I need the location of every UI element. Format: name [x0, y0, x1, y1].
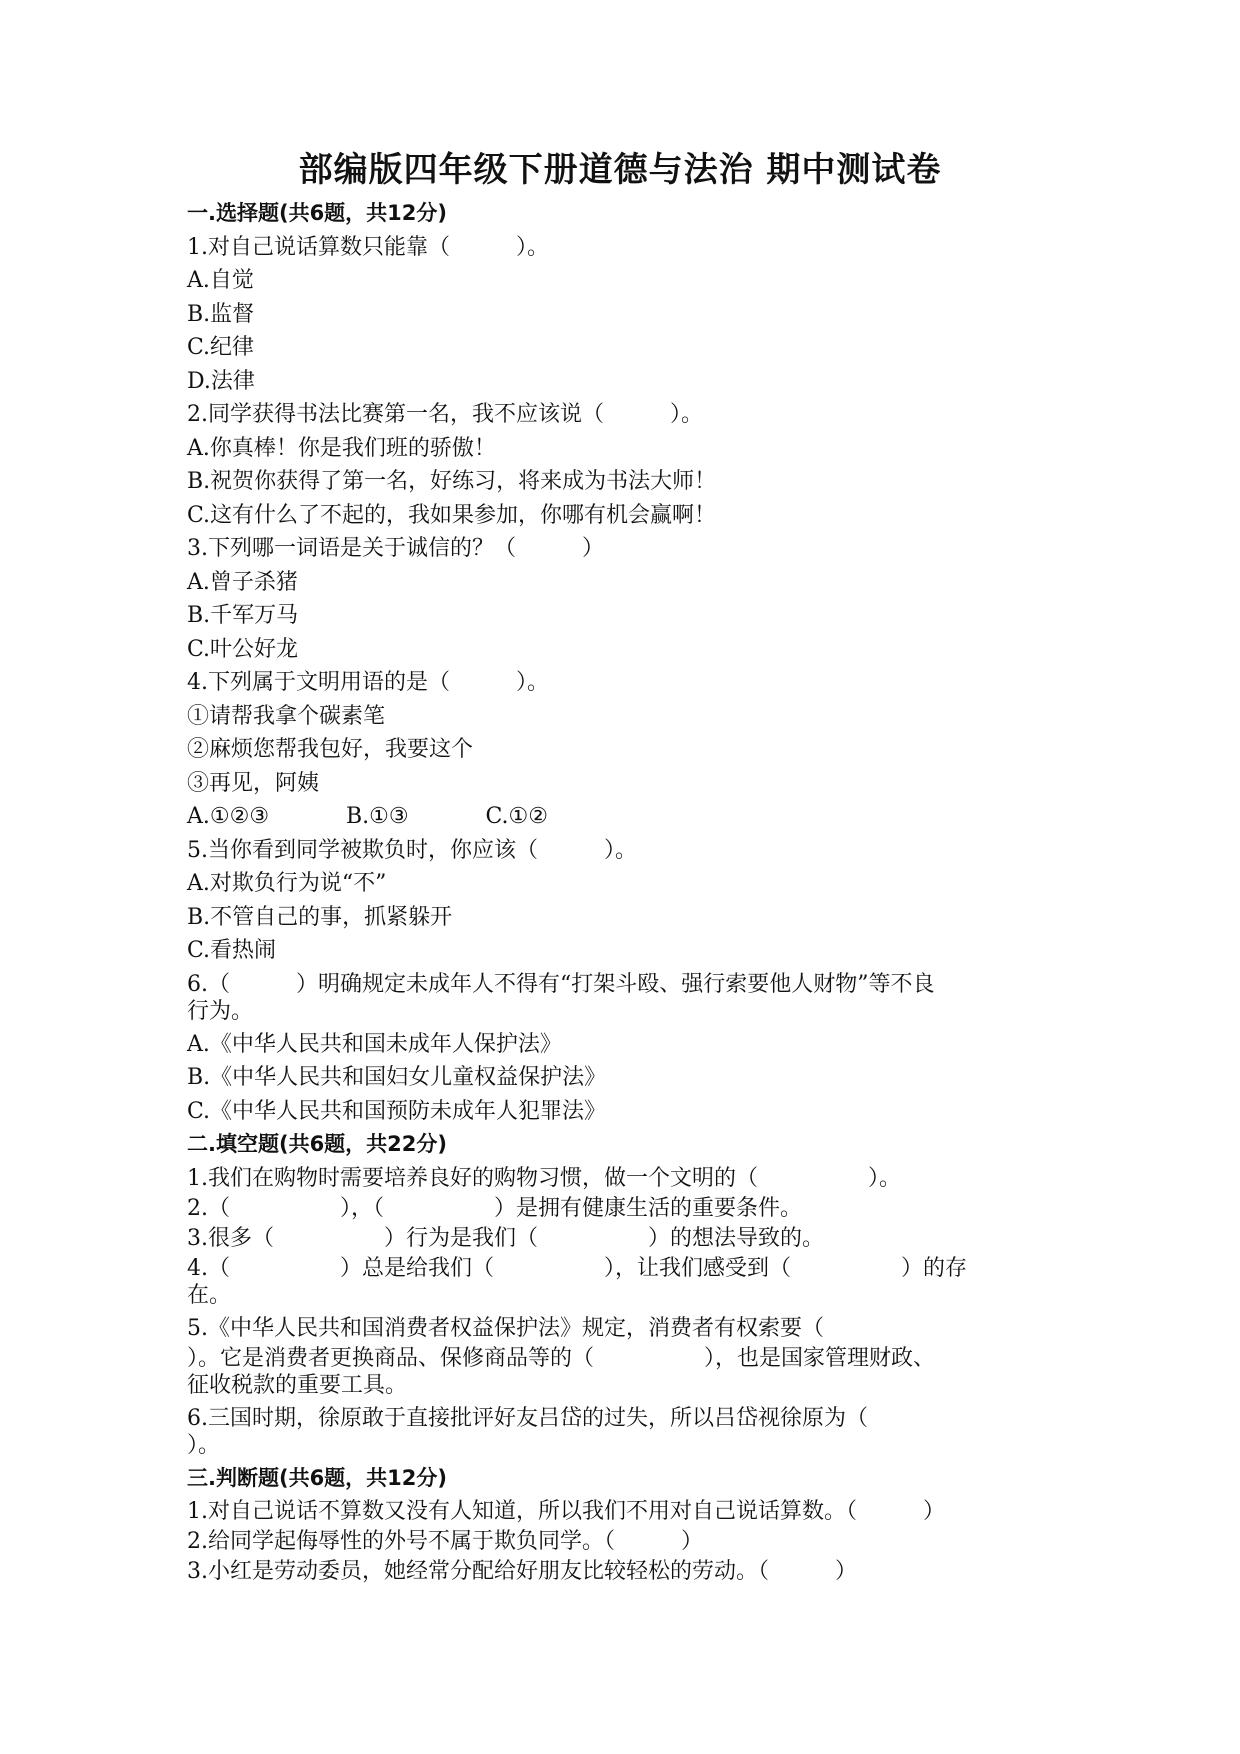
option-line: C.这有什么了不起的，我如果参加，你哪有机会赢啊！ — [187, 502, 717, 528]
option-line: A.自觉 — [187, 268, 254, 293]
exam-content — [187, 197, 1067, 1585]
section-heading: 一.选择题(共6题，共12分) — [187, 201, 448, 225]
option-line: ②麻烦您帮我包好，我要这个 — [187, 737, 474, 762]
option-line: C.叶公好龙 — [187, 636, 299, 662]
option-line: C.《中华人民共和国预防未成年人犯罪法》 — [187, 1098, 607, 1124]
question-line: 2.给同学起侮辱性的外号不属于欺负同学。（ ） — [187, 1529, 703, 1554]
option-line: A.曾子杀猪 — [187, 569, 298, 595]
option-line: A.你真棒！你是我们班的骄傲！ — [187, 435, 496, 461]
page-title: 部编版四年级下册道德与法治 期中测试卷 — [298, 150, 942, 190]
question-line: 4.（ ）总是给我们（ ），让我们感受到（ ）的存 — [187, 1255, 967, 1281]
option-line: C.看热闹 — [187, 938, 277, 963]
question-continuation: 行为。 — [187, 998, 254, 1024]
question-line: 3.小红是劳动委员，她经常分配给好朋友比较轻松的劳动。（ ） — [187, 1559, 857, 1584]
option-line: B.祝贺你获得了第一名，好练习，将来成为书法大师！ — [187, 469, 717, 494]
question-line: 1.我们在购物时需要培养良好的购物习惯，做一个文明的（ ）。 — [187, 1165, 901, 1191]
question-line: ）。它是消费者更换商品、保修商品等的（ ），也是国家管理财政、 — [187, 1345, 936, 1371]
question-continuation: 在。 — [187, 1282, 232, 1308]
option-line: ①请帮我拿个碳素笔 — [187, 703, 386, 729]
option-line: D.法律 — [187, 368, 255, 394]
question-line: 6.三国时期，徐原敢于直接批评好友吕岱的过失，所以吕岱视徐原为（ — [187, 1405, 868, 1431]
option-line: B.千军万马 — [187, 603, 299, 628]
question-line: 4.下列属于文明用语的是（ ）。 — [187, 670, 549, 695]
option-line: A.对欺负行为说“不” — [187, 871, 387, 896]
question-line: 1.对自己说话不算数又没有人知道，所以我们不用对自己说话算数。（ ） — [187, 1499, 945, 1524]
question-continuation: ）。 — [187, 1432, 221, 1458]
option-line: C.纪律 — [187, 335, 255, 360]
question-line: 2.同学获得书法比赛第一名，我不应该说（ ）。 — [187, 402, 703, 427]
option-line: B.不管自己的事，抓紧躲开 — [187, 904, 453, 930]
option-line: B.监督 — [187, 301, 255, 327]
option-line: ③再见，阿姨 — [187, 770, 320, 796]
question-line: 5.《中华人民共和国消费者权益保护法》规定，消费者有权索要（ — [187, 1315, 824, 1341]
question-line: 5.当你看到同学被欺负时，你应该（ ）。 — [187, 837, 637, 863]
question-line: 2.（ ），（ ）是拥有健康生活的重要条件。 — [187, 1195, 802, 1221]
question-line: 3.很多（ ）行为是我们（ ）的想法导致的。 — [187, 1225, 824, 1251]
option-line: A.①②③ B.①③ C.①② — [187, 804, 548, 829]
question-line: 3.下列哪一词语是关于诚信的？（ ） — [187, 536, 604, 561]
option-line: B.《中华人民共和国妇女儿童权益保护法》 — [187, 1065, 607, 1090]
section-heading: 二.填空题(共6题，共22分) — [187, 1132, 448, 1156]
question-line: 6.（ ）明确规定未成年人不得有“打架斗殴、强行索要他人财物”等不良 — [187, 971, 935, 997]
section-heading: 三.判断题(共6题，共12分) — [187, 1465, 448, 1490]
question-line: 1.对自己说话算数只能靠（ ）。 — [187, 234, 549, 260]
question-continuation: 征收税款的重要工具。 — [187, 1372, 408, 1398]
option-line: A.《中华人民共和国未成年人保护法》 — [187, 1031, 562, 1057]
